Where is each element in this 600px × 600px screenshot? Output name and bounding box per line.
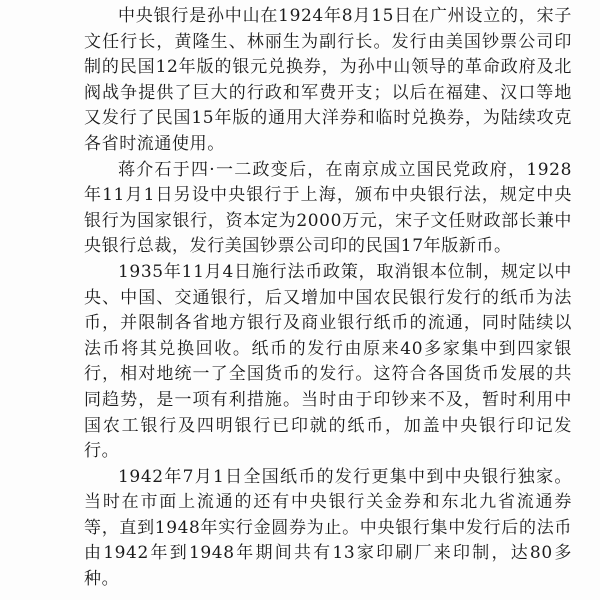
paragraph-3: 1935年11月4日施行法币政策，取消银本位制，规定以中央、中国、交通银行，后又增加中国农民银行发行的纸币为法币，并限制各省地方银行及商业银行纸币的流通，同时陆续以法币将其兑换回收。纸币的发行由原来40多家集中到四家银行，相对地统一了全国货币的发行。这符合各国货币发展的共同趋势，是一项有利措施。当时由于印钞来不及，暂时利用中国农工银行及四明银行已印就的纸币，加盖中央银行印记发行。 xyxy=(84,261,572,462)
paragraph-4: 1942年7月1日全国纸币的发行更集中到中央银行独家。当时在市面上流通的还有中央银行关金券和东北九省流通券等，直到1948年实行金圆券为止。中央银行集中发行后的法币由1942年到1948年期间共有13家印刷厂来印制，达80多种。 xyxy=(84,466,572,590)
paragraph-2: 蒋介石于四·一二政变后，在南京成立国民党政府，1928年11月1日另设中央银行于上海，颁布中央银行法，规定中央银行为国家银行，资本定为2000万元，宋子文任财政部长兼中央银行总裁，发行美国钞票公司印的民国17年版新币。 xyxy=(84,159,572,257)
paragraph-1: 中央银行是孙中山在1924年8月15日在广州设立的，宋子文任行长，黄隆生、林丽生为副行长。发行由美国钞票公司印制的民国12年版的银元兑换券，为孙中山领导的革命政府及北阀战争提供了巨大的行政和军费开支；以后在福建、汉口等地又发行了民国15年版的通用大洋券和临时兑换券，为陆续攻克各省时流通使用。 xyxy=(84,6,572,154)
document-body xyxy=(84,4,572,593)
